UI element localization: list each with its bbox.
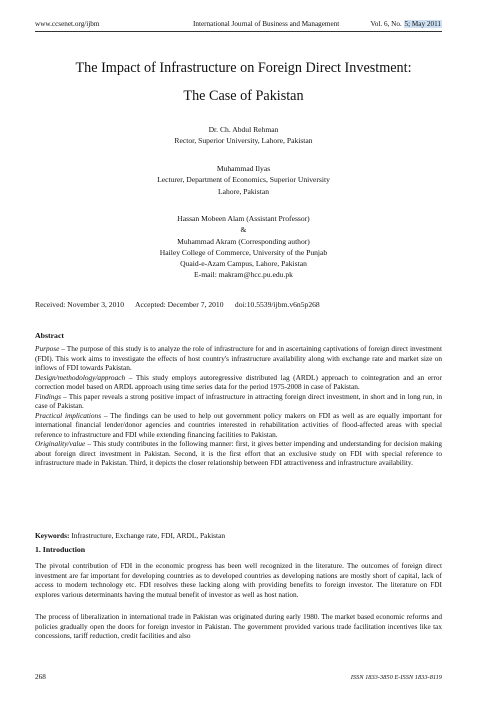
author-block-1 xyxy=(20,124,467,147)
label-purpose: Purpose xyxy=(35,344,60,353)
journal-website[interactable]: www.ccsenet.org/ijbm xyxy=(35,20,100,28)
abstract-findings: Findings – This paper reveals a strong positive impact of infrastructure in attracting foreign direct investment, in short and in long run, in case of Pakistan. xyxy=(35,391,442,410)
label-practical: Practical implications xyxy=(35,410,102,420)
author-affiliation: Hailey College of Commerce, University of the Punjab xyxy=(159,247,328,257)
author-name: Hassan Mobeen Alam (Assistant Professor) xyxy=(177,214,310,223)
page-number: 268 xyxy=(35,673,46,681)
issn-footer: ISSN 1833-3850 E-ISSN 1833-8119 xyxy=(350,674,442,681)
header-rule xyxy=(35,31,442,32)
author-affiliation: Quaid-e-Azam Campus, Lahore, Pakistan xyxy=(180,259,307,269)
label-originality: Originality/value xyxy=(35,439,86,448)
intro-paragraph-1: The pivotal contribution of FDI in the economic progress has been well recognized in the literature. The outcomes of foreign direct investment are far important for developing countries as to developed countries as developing nations are mostly short of capital, lack of access to modern technology etc. FDI resolves these lacking along with providing benefits to foreign investor. The literature on FDI explores various determinants having the mutual benefit of investor as well as host nation. xyxy=(35,561,442,599)
author-name: Muhammad Akram (Corresponding author) xyxy=(177,236,310,246)
author-email[interactable]: E-mail: makram@hcc.pu.edu.pk xyxy=(194,270,293,280)
abstract-heading: Abstract xyxy=(35,331,65,340)
abstract-body xyxy=(35,344,442,468)
label-design: Design/methodology/approach xyxy=(35,372,126,382)
label-findings: Findings xyxy=(35,391,61,401)
received-accepted-line: Received: November 3, 2010 Accepted: December 7, 2010 doi:10.5539/ijbm.v6n5p268 xyxy=(35,300,320,309)
author-affiliation: Rector, Superior University, Lahore, Pakistan xyxy=(174,136,313,146)
keywords-label: Keywords: xyxy=(35,531,70,540)
author-affiliation: Lecturer, Department of Economics, Superior University xyxy=(157,175,330,185)
author-name: Muhammad Ilyas xyxy=(216,164,271,173)
author-block-3 xyxy=(20,213,467,281)
paper-title-line1: The Impact of Infrastructure on Foreign Direct Investment: xyxy=(75,60,412,76)
intro-paragraph-2: The process of liberalization in international trade in Pakistan was originated during early 1980. The market based economic reforms and policies gradually open the doors for foreign investor in Pakistan. The government provided various trade facilitation incentives like tax concessions, tariff reduction, credit facilities and also xyxy=(35,612,442,640)
abstract-purpose: Purpose – The purpose of this study is to analyze the role of infrastructure for and in ascertaining captivations of foreign direct investment (FDI). This work aims to investigate the effects of host country's infrastructure availability along with exchange rate and market size on inflows of FDI towards Pakistan. xyxy=(35,344,442,372)
abstract-practical: Practical implications – The findings can be used to help out government policy makers on FDI as well as are equally important for international financial lender/donor agencies and countries interested in rehabilitation activities of flood-affected areas with special reference to infrastructure and FDI while extending financing facilities to Pakistan. xyxy=(35,410,442,439)
ampersand: & xyxy=(240,225,247,235)
abstract-originality: Originality/value – This study contributes in the following manner: first, it gives better impending and understanding for decision making about foreign direct investment in Pakistan. Second, it is the first effort that an exclusive study on FDI with special reference to infrastructure made in Pakistan. Third, it depicts the closer relationship between FDI attractiveness and infrastructure availability. xyxy=(35,439,442,467)
section-heading-introduction: 1. Introduction xyxy=(35,545,86,554)
paper-title-line2: The Case of Pakistan xyxy=(183,88,304,104)
author-block-2 xyxy=(20,163,467,197)
volume-info xyxy=(371,20,442,28)
volume-highlight: 5; May 2011 xyxy=(404,20,441,28)
author-name: Dr. Ch. Abdul Rehman xyxy=(208,125,279,134)
author-affiliation: Lahore, Pakistan xyxy=(217,186,270,196)
keywords-line xyxy=(35,531,225,540)
volume-prefix: Vol. 6, No. xyxy=(370,20,404,28)
keywords-text: Infrastructure, Exchange rate, FDI, ARDL, Pakistan xyxy=(69,531,226,540)
abstract-design: Design/methodology/approach – This study employs autoregressive distributed lag (ARDL) approach to cointegration and an error correction model based on ARDL approach using time series data for the period 1975-2008 in case of Pakistan. xyxy=(35,372,442,391)
journal-name: International Journal of Business and Management xyxy=(193,20,340,28)
